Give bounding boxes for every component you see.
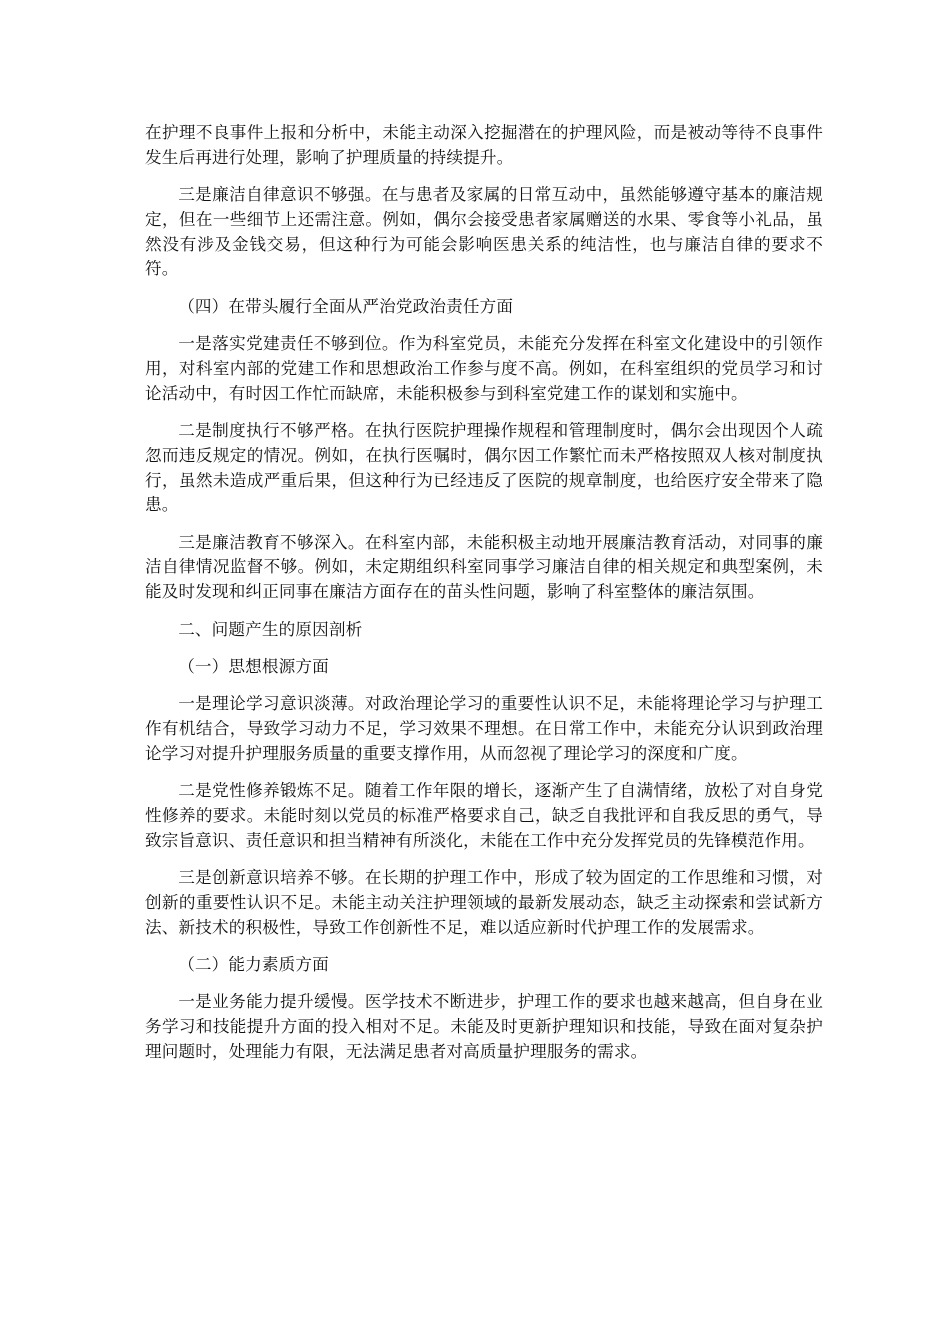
paragraph-party-spirit: 二是党性修养锻炼不足。随着工作年限的增长，逐渐产生了自满情绪，放松了对自身党性修养的要求。未能时刻以党员的标准严格要求自己，缺乏自我批评和自我反思的勇气，导致宗旨意识、责任意识和担当精神有所淡化，未能在工作中充分发挥党员的先锋模范作用。 (145, 781, 823, 850)
paragraph-integrity-education: 三是廉洁教育不够深入。在科室内部，未能积极主动地开展廉洁教育活动，对同事的廉洁自律情况监督不够。例如，未定期组织科室同事学习廉洁自律的相关规定和典型案例，未能及时发现和纠正同事在廉洁方面存在的苗头性问题，影响了科室整体的廉洁氛围。 (145, 532, 823, 602)
subsection-heading-ability: （二）能力素质方面 (178, 954, 329, 974)
section-heading-4: （四）在带头履行全面从严治党政治责任方面 (178, 296, 514, 316)
paragraph-professional-skills: 一是业务能力提升缓慢。医学技术不断进步，护理工作的要求也越来越高，但自身在业务学习和技能提升方面的投入相对不足。未能及时更新护理知识和技能，导致在面对复杂护理问题时，处理能力有限，无法满足患者对高质量护理服务的需求。 (145, 992, 823, 1061)
paragraph-theory-study: 一是理论学习意识淡薄。对政治理论学习的重要性认识不足，未能将理论学习与护理工作有机结合，导致学习动力不足，学习效果不理想。在日常工作中，未能充分认识到政治理论学习对提升护理服务质量的重要支撑作用，从而忽视了理论学习的深度和广度。 (145, 694, 823, 763)
document-body (145, 121, 823, 1077)
paragraph-innovation: 三是创新意识培养不够。在长期的护理工作中，形成了较为固定的工作思维和习惯，对创新的重要性认识不足。未能主动关注护理领域的最新发展动态，缺乏主动探索和尝试新方法、新技术的积极性，导致工作创新性不足，难以适应新时代护理工作的发展需求。 (145, 867, 823, 937)
section-heading-cause-analysis: 二、问题产生的原因剖析 (178, 619, 363, 639)
subsection-heading-ideology: （一）思想根源方面 (178, 656, 329, 676)
paragraph-party-building: 一是落实党建责任不够到位。作为科室党员，未能充分发挥在科室文化建设中的引领作用，对科室内部的党建工作和思想政治工作参与度不高。例如，在科室组织的党员学习和讨论活动中，有时因工作忙而缺席，未能积极参与到科室党建工作的谋划和实施中。 (145, 334, 823, 403)
paragraph-integrity-awareness: 三是廉洁自律意识不够强。在与患者及家属的日常互动中，虽然能够遵守基本的廉洁规定，但在一些细节上还需注意。例如，偶尔会接受患者家属赠送的水果、零食等小礼品，虽然没有涉及金钱交易，但这种行为可能会影响医患关系的纯洁性，也与廉洁自律的要求不符。 (145, 185, 823, 279)
paragraph-system-execution: 二是制度执行不够严格。在执行医院护理操作规程和管理制度时，偶尔会出现因个人疏忽而违反规定的情况。例如，在执行医嘱时，偶尔因工作繁忙而未严格按照双人核对制度执行，虽然未造成严重后果，但这种行为已经违反了医院的规章制度，也给医疗安全带来了隐患。 (145, 420, 823, 515)
paragraph-continuation: 在护理不良事件上报和分析中，未能主动深入挖掘潜在的护理风险，而是被动等待不良事件发生后再进行处理，影响了护理质量的持续提升。 (145, 123, 823, 167)
